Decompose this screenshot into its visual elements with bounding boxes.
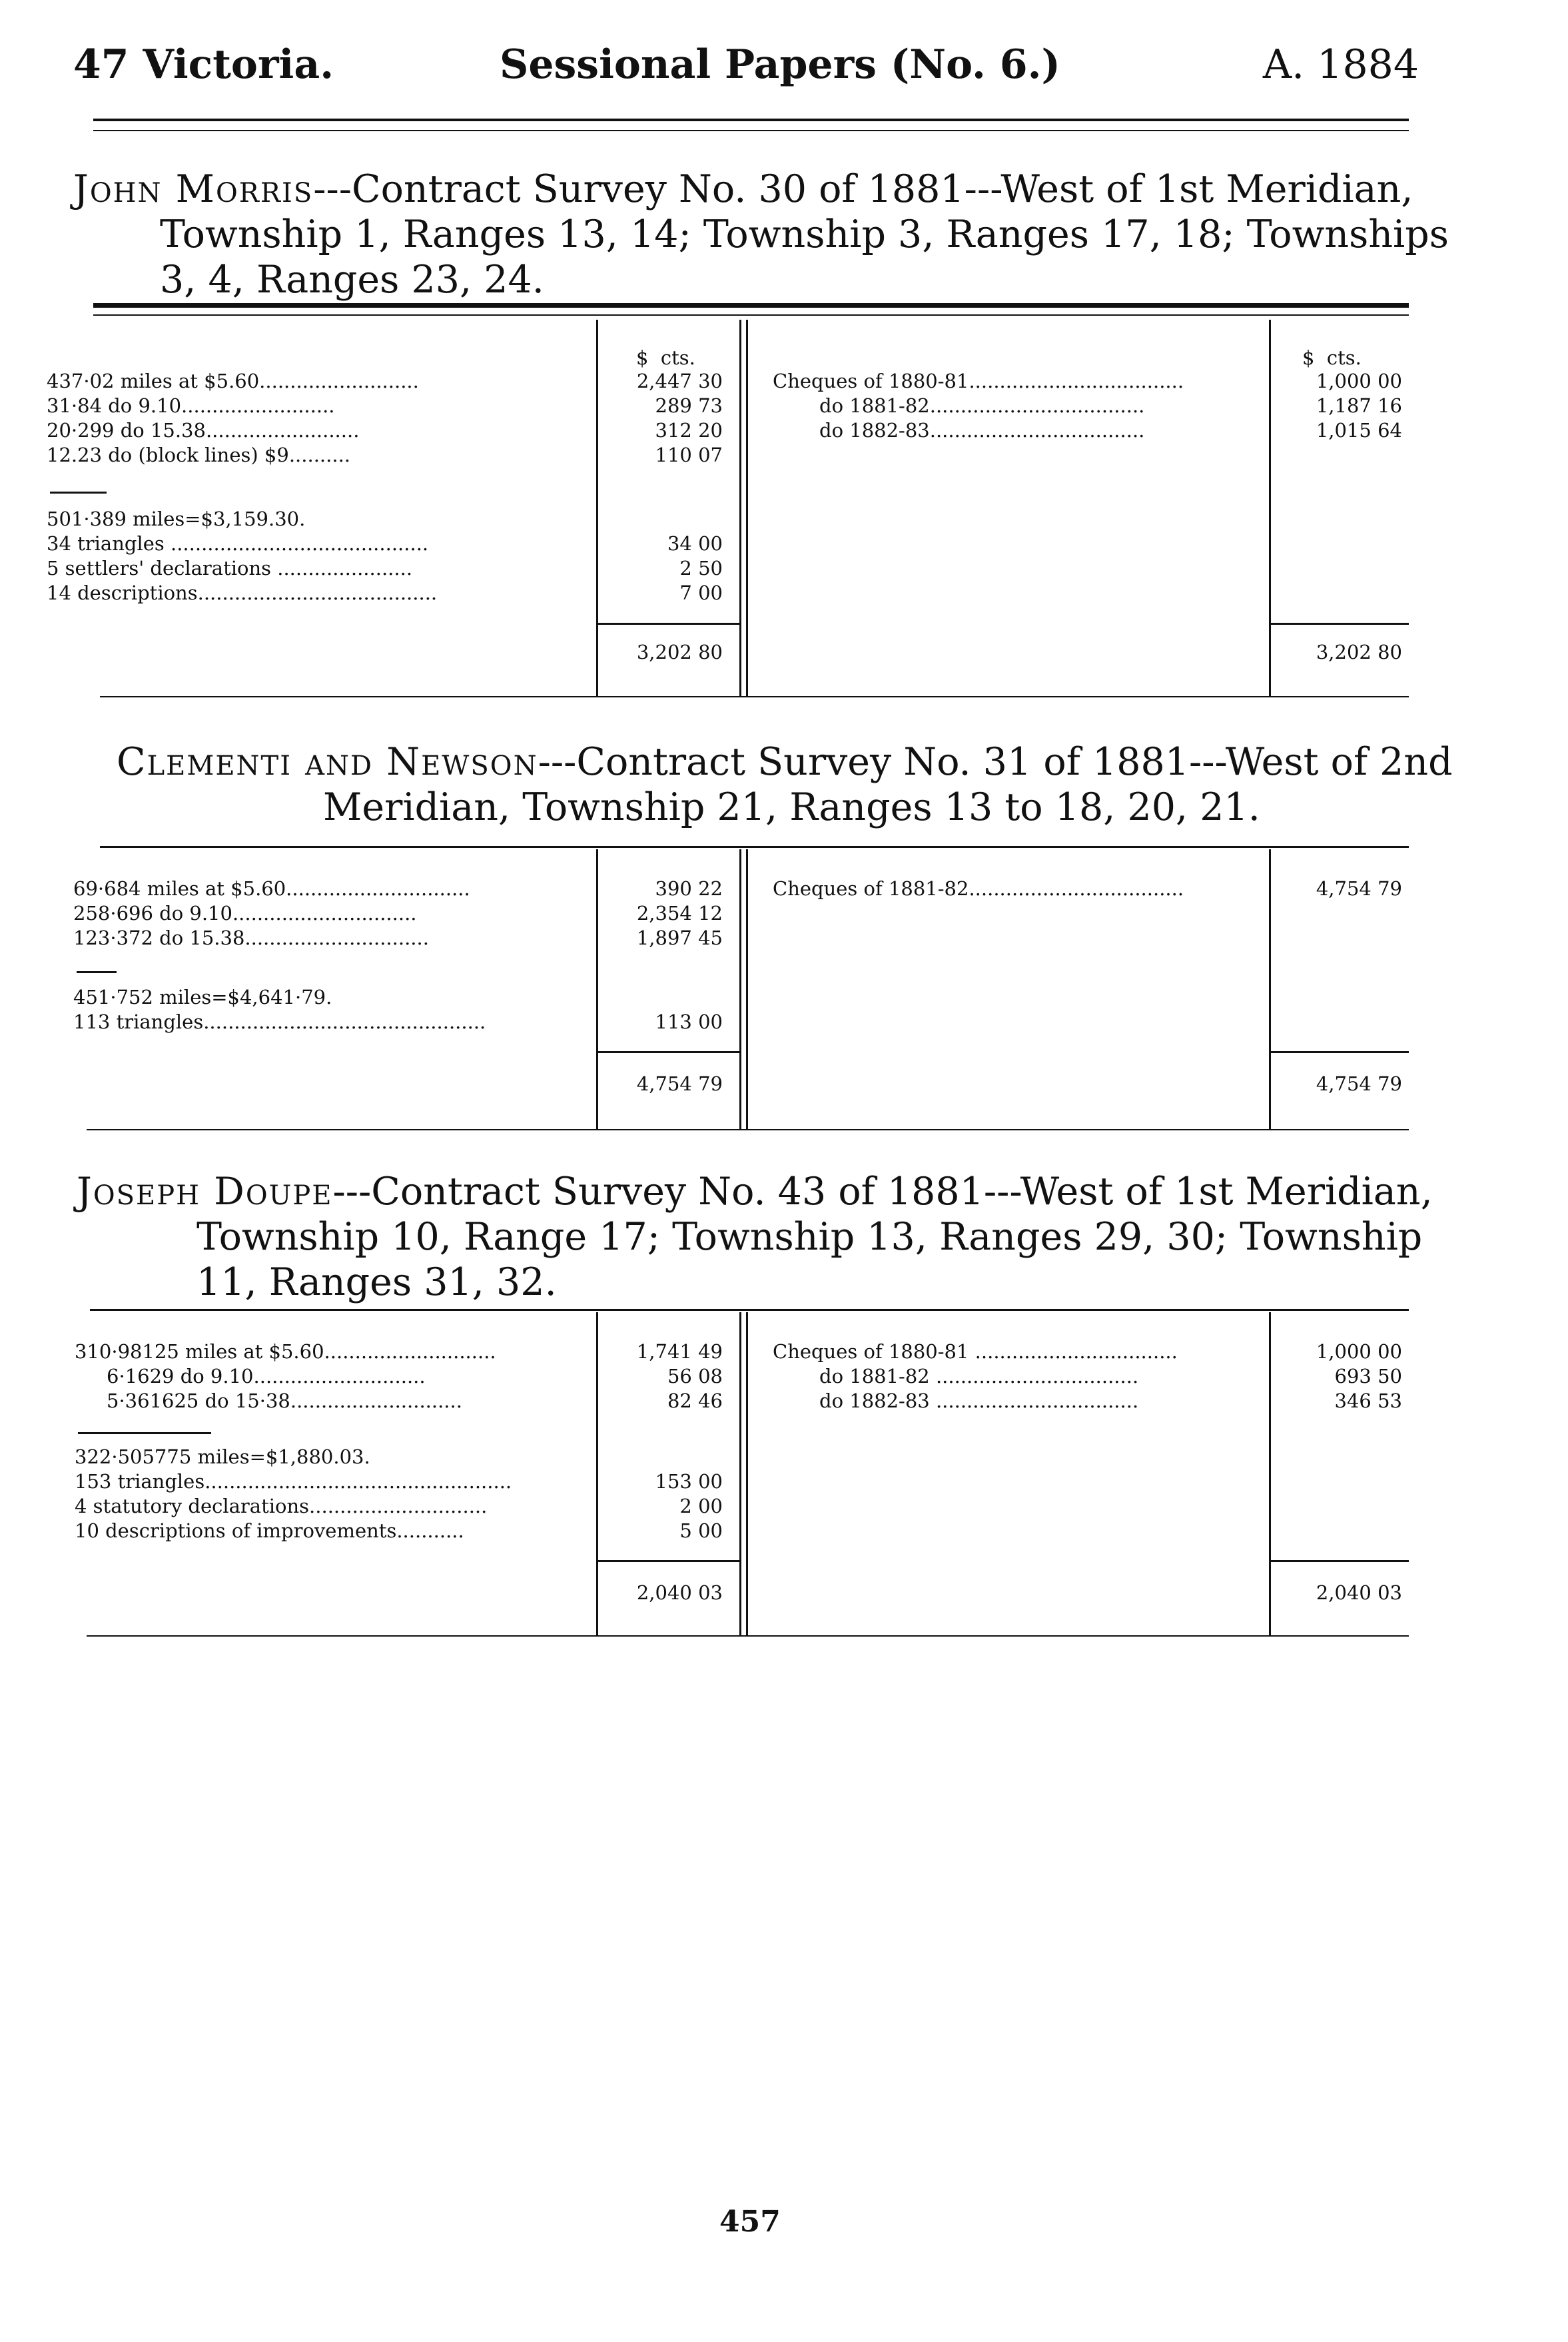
- row-description: 5·361625 do 15·38............................: [107, 1389, 462, 1412]
- dollar-label: $: [1302, 346, 1315, 369]
- row-amount: 2 50: [679, 557, 723, 580]
- table-row-amount: [603, 418, 723, 443]
- surveyor-name: John Morris: [73, 167, 314, 211]
- row-amount: 312 20: [655, 419, 723, 442]
- table-row-amount: [1276, 1388, 1402, 1413]
- running-header: [73, 41, 1419, 95]
- row-description: do 1882-83 .................................: [819, 1389, 1139, 1412]
- heading-line-3: 3, 4, Ranges 23, 24.: [160, 258, 544, 302]
- subtotal-rule: [78, 1432, 211, 1434]
- column-divider: [746, 1312, 748, 1635]
- total-rule: [1271, 623, 1409, 625]
- column-divider: [1269, 1312, 1271, 1635]
- row-description: 113 triangles..............................................: [73, 1010, 486, 1033]
- row-amount: 289 73: [655, 394, 723, 417]
- row-description: Cheques of 1880-81...................................: [773, 370, 1184, 392]
- row-amount: 1,897 45: [636, 927, 723, 949]
- sessional-papers-label: Sessional Papers (No. 6.): [500, 41, 1060, 88]
- subtotal-line: 451·752 miles=$4,641·79.: [73, 986, 332, 1008]
- section-end-rule: [87, 1635, 1409, 1637]
- row-amount: 1,000 00: [1316, 370, 1402, 392]
- row-amount: 5 00: [679, 1519, 723, 1542]
- row-amount: 82 46: [667, 1389, 723, 1412]
- total-amount: 2,040 03: [636, 1581, 723, 1604]
- row-description: 5 settlers' declarations ......................: [47, 557, 413, 580]
- table-row-amount: [603, 901, 723, 926]
- heading-line-2: Township 1, Ranges 13, 14; Township 3, Ranges 17, 18; Townships: [160, 212, 1449, 256]
- table-row-amount: [603, 1493, 723, 1519]
- row-amount: 346 53: [1334, 1389, 1402, 1412]
- section-end-rule: [87, 1129, 1409, 1130]
- row-amount: 56 08: [667, 1365, 723, 1387]
- row-description: 14 descriptions.......................................: [47, 582, 438, 604]
- section-rule: [100, 846, 1409, 848]
- row-description: 437·02 miles at $5.60..........................: [47, 370, 419, 392]
- table-row-amount: [603, 1009, 723, 1034]
- section-rule-thin: [93, 314, 1409, 316]
- table-row-amount: [603, 1339, 723, 1364]
- subtotal-line: 501·389 miles=$3,159.30.: [47, 508, 306, 530]
- total-rule: [1271, 1051, 1409, 1053]
- table-row-amount: [603, 925, 723, 951]
- section-heading-clementi-newson: [117, 739, 1453, 830]
- heading-text: ---Contract Survey No. 43 of 1881---West of 1st Meridian,: [332, 1170, 1433, 1214]
- table-row-amount: [1276, 876, 1402, 901]
- heading-line-2: Township 10, Range 17; Township 13, Ranges 29, 30; Township: [196, 1215, 1423, 1259]
- table-row-amount: [603, 368, 723, 394]
- surveyor-name: Clementi and Newson: [117, 740, 538, 784]
- total-amount: 4,754 79: [1316, 1072, 1402, 1095]
- column-divider: [739, 320, 741, 696]
- row-amount: 1,000 00: [1316, 1340, 1402, 1363]
- column-divider: [739, 1312, 741, 1635]
- row-description: 310·98125 miles at $5.60............................: [75, 1340, 496, 1363]
- row-amount: 2,447 30: [636, 370, 723, 392]
- total-left: [603, 639, 723, 665]
- row-description: do 1881-82 .................................: [819, 1365, 1139, 1387]
- row-description: 153 triangles..................................................: [75, 1470, 512, 1493]
- heading-text: ---Contract Survey No. 31 of 1881---West of 2nd: [538, 740, 1453, 784]
- row-amount: 4,754 79: [1316, 877, 1402, 900]
- total-rule: [598, 623, 739, 625]
- row-description: do 1882-83...................................: [819, 419, 1145, 442]
- row-amount: 34 00: [667, 532, 723, 555]
- table-row-amount: [1276, 1364, 1402, 1389]
- header-rule-thin: [93, 130, 1409, 131]
- row-amount: 113 00: [655, 1010, 723, 1033]
- total-right: [1276, 1071, 1402, 1096]
- row-amount: 1,015 64: [1316, 419, 1402, 442]
- row-amount: 1,741 49: [636, 1340, 723, 1363]
- row-amount: 7 00: [679, 582, 723, 604]
- row-description: 6·1629 do 9.10............................: [107, 1365, 426, 1387]
- row-description: do 1881-82...................................: [819, 394, 1145, 417]
- table-row-amount: [603, 1469, 723, 1494]
- row-amount: 153 00: [655, 1470, 723, 1493]
- section-heading-doupe: [77, 1169, 1433, 1305]
- column-divider: [746, 320, 748, 696]
- heading-text: ---Contract Survey No. 30 of 1881---West of 1st Meridian,: [313, 167, 1413, 211]
- table-row-amount: [603, 531, 723, 556]
- total-amount: 3,202 80: [1316, 641, 1402, 663]
- total-rule: [598, 1051, 739, 1053]
- table-row-amount: [603, 1388, 723, 1413]
- section-rule: [90, 1309, 1409, 1311]
- row-amount: 693 50: [1334, 1365, 1402, 1387]
- row-amount: 2,354 12: [636, 902, 723, 925]
- table-row-amount: [1276, 1339, 1402, 1364]
- cents-label: cts.: [1326, 346, 1362, 369]
- column-divider: [739, 849, 741, 1129]
- subtotal-line: 322·505775 miles=$1,880.03.: [75, 1445, 370, 1468]
- table-row-amount: [1276, 393, 1402, 418]
- row-amount: 1,187 16: [1316, 394, 1402, 417]
- column-divider: [596, 320, 598, 696]
- row-description: 258·696 do 9.10..............................: [73, 902, 417, 925]
- table-row-amount: [603, 1518, 723, 1543]
- header-rule-thick: [93, 119, 1409, 121]
- section-end-rule: [100, 696, 1409, 697]
- total-left: [603, 1071, 723, 1096]
- heading-line-2: Meridian, Township 21, Ranges 13 to 18, 20, 21.: [323, 785, 1260, 829]
- total-right: [1276, 639, 1402, 665]
- total-right: [1276, 1580, 1402, 1605]
- total-amount: 2,040 03: [1316, 1581, 1402, 1604]
- table-row-amount: [603, 1364, 723, 1389]
- table-row-amount: [603, 442, 723, 468]
- currency-header-left: [636, 345, 695, 370]
- row-description: 34 triangles ..........................................: [47, 532, 429, 555]
- column-divider: [746, 849, 748, 1129]
- row-description: Cheques of 1880-81 .................................: [773, 1340, 1178, 1363]
- table-row-amount: [1276, 368, 1402, 394]
- row-description: 69·684 miles at $5.60..............................: [73, 877, 470, 900]
- row-description: 20·299 do 15.38.........................: [47, 419, 360, 442]
- heading-line-3: 11, Ranges 31, 32.: [196, 1260, 557, 1304]
- table-row-amount: [603, 556, 723, 581]
- row-amount: 2 00: [679, 1495, 723, 1517]
- row-description: 10 descriptions of improvements...........: [75, 1519, 464, 1542]
- row-amount: 390 22: [655, 877, 723, 900]
- cents-label: cts.: [660, 346, 695, 369]
- column-divider: [1269, 320, 1271, 696]
- table-row-amount: [603, 876, 723, 901]
- dollar-label: $: [636, 346, 649, 369]
- total-amount: 3,202 80: [636, 641, 723, 663]
- row-description: 4 statutory declarations.............................: [75, 1495, 488, 1517]
- total-rule: [1271, 1560, 1409, 1562]
- section-heading-morris: [73, 167, 1449, 302]
- column-divider: [596, 849, 598, 1129]
- volume-label: 47 Victoria.: [73, 41, 334, 88]
- subtotal-rule: [50, 492, 107, 494]
- total-left: [603, 1580, 723, 1605]
- table-row-amount: [603, 580, 723, 605]
- row-description: 12.23 do (block lines) $9..........: [47, 444, 351, 466]
- row-description: 123·372 do 15.38..............................: [73, 927, 429, 949]
- total-rule: [598, 1560, 739, 1562]
- currency-header-right: [1302, 345, 1362, 370]
- row-amount: 110 07: [655, 444, 723, 466]
- year-label: A. 1884: [1262, 41, 1419, 88]
- row-description: Cheques of 1881-82...................................: [773, 877, 1184, 900]
- table-row-amount: [603, 393, 723, 418]
- table-row-amount: [1276, 418, 1402, 443]
- page-number: 457: [719, 2205, 781, 2239]
- column-divider: [596, 1312, 598, 1635]
- subtotal-rule: [77, 971, 117, 973]
- surveyor-name: Joseph Doupe: [77, 1170, 333, 1214]
- section-rule-thick: [93, 303, 1409, 308]
- total-amount: 4,754 79: [636, 1072, 723, 1095]
- column-divider: [1269, 849, 1271, 1129]
- row-description: 31·84 do 9.10.........................: [47, 394, 335, 417]
